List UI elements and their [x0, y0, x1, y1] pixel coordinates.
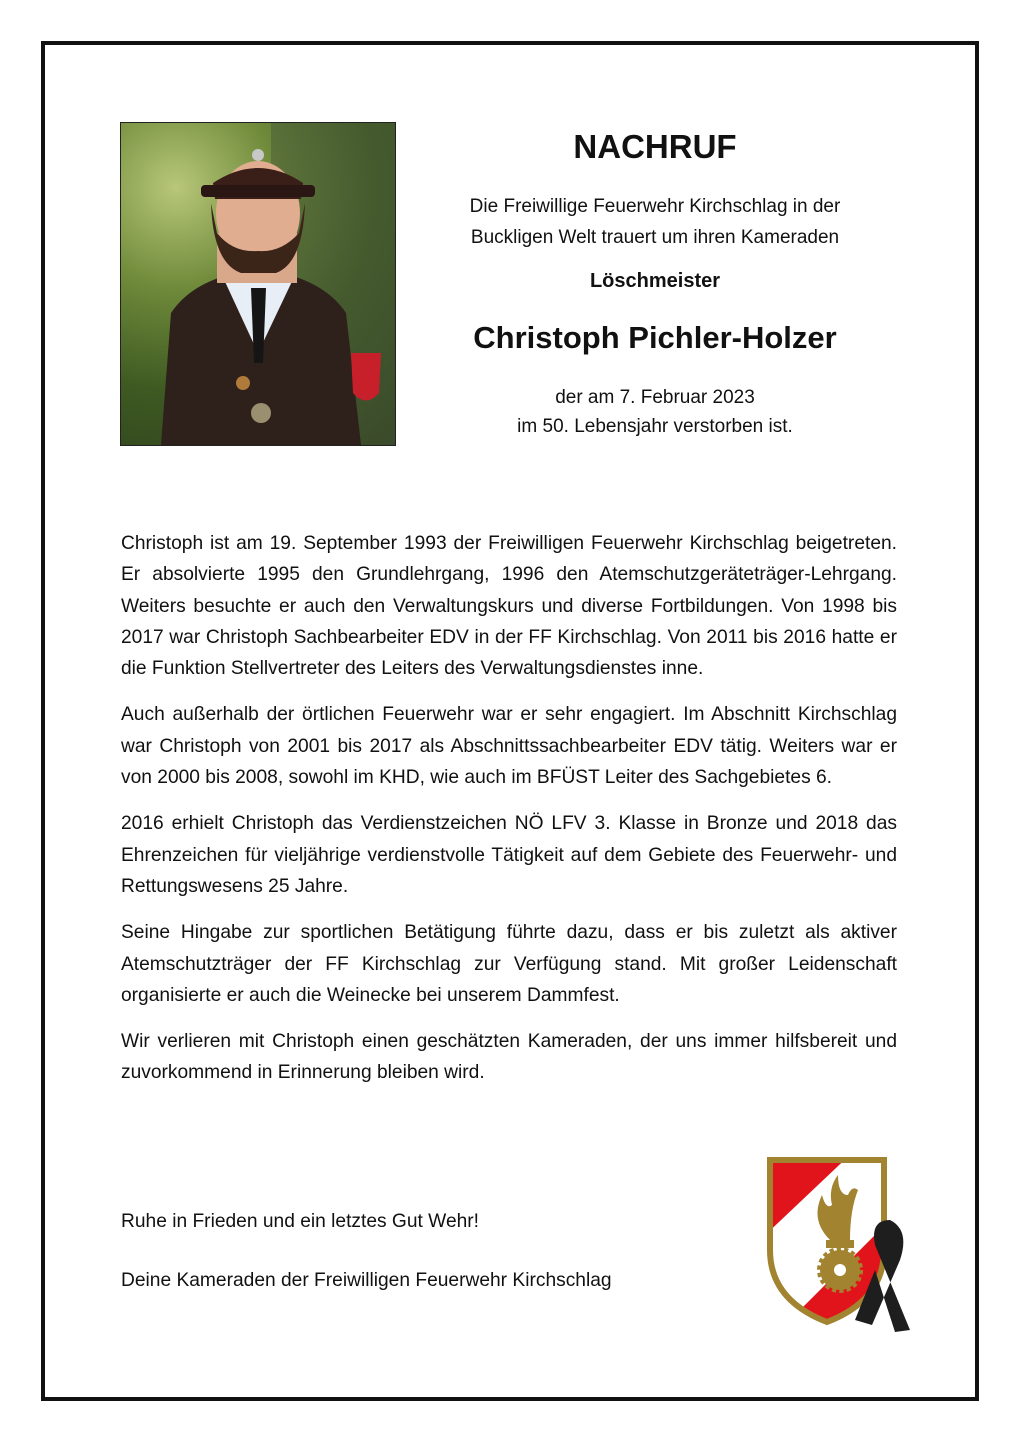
paragraph: Christoph ist am 19. September 1993 der Freiwilligen Feuerwehr Kirchschlag beigetreten. Er absolvierte 1995 den Grundlehrgang, 1996 den Atemschutzgeräteträger-Lehrgang. Weiters besuchte er auch den Verwaltungskurs und diverse Fortbildungen. Von 1998 bis 2017 war Christoph Sachbearbeiter EDV in der FF Kirchschlag. Von 2011 bis 2016 hatte er die Funktion Stellvertreter des Leiters des Verwaltungsdienstes inne. [121, 533, 897, 680]
death-info [420, 383, 890, 441]
farewell: Ruhe in Frieden und ein letztes Gut Wehr! [121, 1211, 480, 1232]
rank: Löschmeister [589, 270, 721, 292]
subtitle [420, 191, 890, 253]
obituary-text [121, 528, 897, 1104]
page-title: NACHRUF [573, 128, 737, 165]
subtitle-line: Die Freiwillige Feuerwehr Kirchschlag in der [469, 196, 841, 217]
paragraph: Wir verlieren mit Christoph einen geschätzten Kameraden, der uns immer hilfsbereit und zuvorkommend in Erinnerung bleiben wird. [121, 1031, 897, 1084]
paragraph: Auch außerhalb der örtlichen Feuerwehr war er sehr engagiert. Im Abschnitt Kirchschlag war Christoph von 2001 bis 2017 als Abschnittssachbearbeiter EDV tätig. Weiters war er von 2000 bis 2008, sowohl im KHD, wie auch im BFÜST Leiter des Sachgebietes 6. [121, 704, 897, 789]
paragraph: Seine Hingabe zur sportlichen Betätigung führte dazu, dass er bis zuletzt als aktiver Atemschutzträger der FF Kirchschlag zur Verfügung stand. Mit großer Leidenschaft organisierte er auch die Weinecke bei unserem Dammfest. [121, 922, 897, 1006]
age-line: im 50. Lebensjahr verstorben ist. [517, 416, 793, 437]
subtitle-line: Buckligen Welt trauert um ihren Kameraden [470, 227, 840, 248]
deceased-name: Christoph Pichler-Holzer [473, 320, 837, 355]
signature: Deine Kameraden der Freiwilligen Feuerwehr Kirchschlag [121, 1270, 612, 1291]
death-date: der am 7. Februar 2023 [555, 387, 755, 408]
fire-brigade-emblem-with-mourning-ribbon [760, 1150, 940, 1340]
paragraph: 2016 erhielt Christoph das Verdienstzeichen NÖ LFV 3. Klasse in Bronze und 2018 das Ehrenzeichen für vieljährige verdienstvolle Tätigkeit auf dem Gebiete des Feuerwehr- und Rettungswesens 25 Jahre. [121, 813, 897, 897]
portrait-photo [120, 122, 396, 446]
